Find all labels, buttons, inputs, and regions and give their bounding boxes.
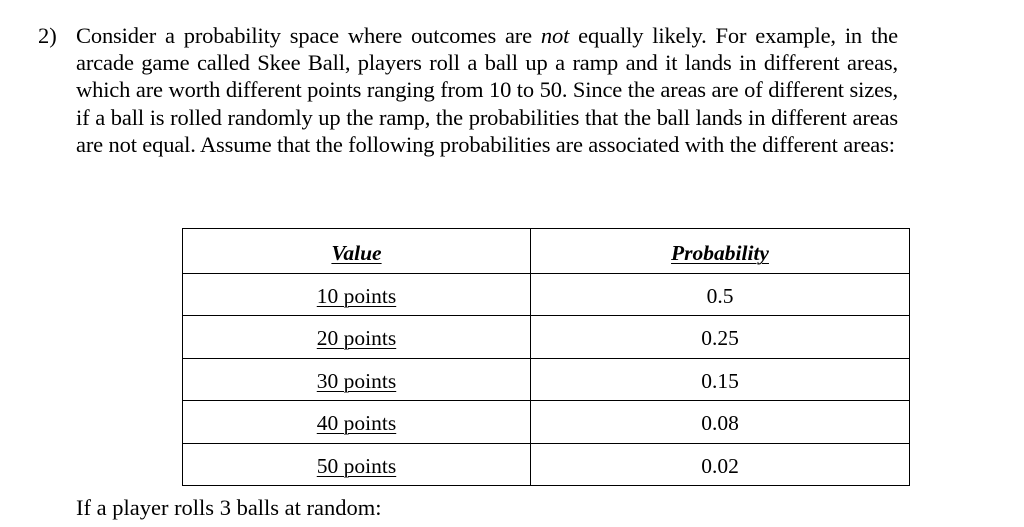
value-cell xyxy=(183,273,531,316)
problem-text-start: Consider a probability space where outcomes are xyxy=(76,23,541,48)
probability-column-header xyxy=(531,229,910,274)
problem-emphasis: not xyxy=(540,23,570,48)
value-cell xyxy=(183,401,531,444)
probability-header-label: Probability xyxy=(671,241,769,266)
value-label: 40 points xyxy=(316,411,397,436)
value-cell xyxy=(183,358,531,401)
table-row xyxy=(183,316,910,359)
value-label: 30 points xyxy=(316,368,397,393)
value-label: 20 points xyxy=(316,326,397,351)
probability-table xyxy=(182,228,910,486)
problem-text-end: equally likely. For example, in the arcade game called Skee Ball, players roll a ball up a ramp and it lands in different areas, which are worth different points ranging from 10 to 50. Since the areas are of different sizes, if a ball is rolled randomly up the ramp, the probabilities that the ball lands in different areas are not equal. Assume that the following probabilities are associated with the different areas: xyxy=(76,23,898,157)
problem-statement xyxy=(76,22,898,158)
problem-number: 2) xyxy=(38,23,57,48)
table-header-row xyxy=(183,229,910,274)
probability-cell: 0.15 xyxy=(531,358,910,401)
value-column-header xyxy=(183,229,531,274)
follow-up-prompt: If a player rolls 3 balls at random: xyxy=(76,495,382,520)
probability-cell: 0.5 xyxy=(531,273,910,316)
table-row xyxy=(183,273,910,316)
probability-cell: 0.08 xyxy=(531,401,910,444)
table-row xyxy=(183,401,910,444)
probability-cell: 0.25 xyxy=(531,316,910,359)
value-cell xyxy=(183,443,531,486)
value-cell xyxy=(183,316,531,359)
value-header-label: Value xyxy=(331,241,382,266)
value-label: 10 points xyxy=(316,283,397,308)
probability-cell: 0.02 xyxy=(531,443,910,486)
value-label: 50 points xyxy=(316,453,397,478)
table-row xyxy=(183,358,910,401)
table-row xyxy=(183,443,910,486)
